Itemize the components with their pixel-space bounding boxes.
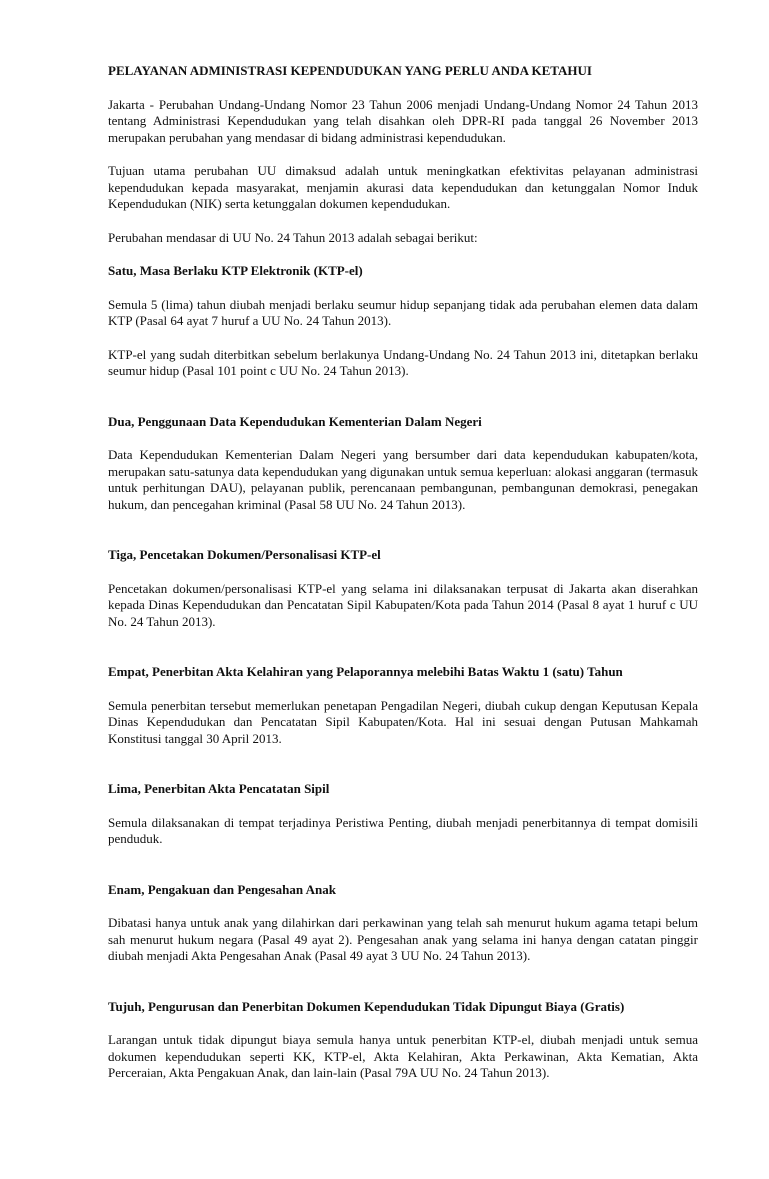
section-paragraph: Dibatasi hanya untuk anak yang dilahirkan dari perkawinan yang telah sah menurut hukum agama tetapi belum sah menurut hukum negara (Pasal 49 ayat 2). Pengesahan anak yang selama ini hanya dengan catatan pinggir diubah menjadi Akta Pengesahan Anak (Pasal 49 ayat 3 UU No. 24 Tahun 2013). <box>108 915 698 963</box>
intro-paragraph: Tujuan utama perubahan UU dimaksud adalah untuk meningkatkan efektivitas pelayanan administrasi kependudukan kepada masyarakat, menjamin akurasi data kependudukan dan ketunggalan Nomor Induk Kependudukan (NIK) serta ketunggalan dokumen kependudukan. <box>108 163 698 211</box>
section-paragraph: Larangan untuk tidak dipungut biaya semula hanya untuk penerbitan KTP-el, diubah menjadi untuk semua dokumen kependudukan seperti KK, KTP-el, Akta Kelahiran, Akta Perkawinan, Akta Kematian, Akta Perceraian, Akta Pengakuan Anak, dan lain-lain (Pasal 79A UU No. 24 Tahun 2013). <box>108 1032 698 1080</box>
document-page <box>108 63 698 1099</box>
intro-paragraph: Perubahan mendasar di UU No. 24 Tahun 2013 adalah sebagai berikut: <box>108 229 478 245</box>
section-paragraph: Data Kependudukan Kementerian Dalam Negeri yang bersumber dari data kependudukan kabupaten/kota, merupakan satu-satunya data kependudukan yang digunakan untuk semua keperluan: alokasi anggaran (termasuk untuk perhitungan DAU), pelayanan publik, perencanaan pembangunan, pembangunan demokrasi, penegakan hukum, dan pencegahan kriminal (Pasal 58 UU No. 24 Tahun 2013). <box>108 447 698 512</box>
section-paragraph: Pencetakan dokumen/personalisasi KTP-el yang selama ini dilaksanakan terpusat di Jakarta akan diserahkan kepada Dinas Kependudukan dan Pencatatan Sipil Kabupaten/Kota pada Tahun 2014 (Pasal 8 ayat 1 huruf c UU No. 24 Tahun 2013). <box>108 580 698 629</box>
section-heading-lima: Lima, Penerbitan Akta Pencatatan Sipil <box>108 781 330 796</box>
section-heading-tujuh: Tujuh, Pengurusan dan Penerbitan Dokumen Kependudukan Tidak Dipungut Biaya (Gratis) <box>108 998 625 1014</box>
section-paragraph: Semula 5 (lima) tahun diubah menjadi berlaku seumur hidup sepanjang tidak ada perubahan elemen data dalam KTP (Pasal 64 ayat 7 huruf a UU No. 24 Tahun 2013). <box>108 296 698 328</box>
document-title: PELAYANAN ADMINISTRASI KEPENDUDUKAN YANG PERLU ANDA KETAHUI <box>108 63 592 78</box>
section-heading-dua: Dua, Penggunaan Data Kependudukan Kementerian Dalam Negeri <box>108 413 482 429</box>
section-heading-tiga: Tiga, Pencetakan Dokumen/Personalisasi KTP-el <box>108 547 381 562</box>
section-paragraph: Semula dilaksanakan di tempat terjadinya Peristiwa Penting, diubah menjadi penerbitannya di tempat domisili penduduk. <box>108 814 698 846</box>
section-heading-enam: Enam, Pengakuan dan Pengesahan Anak <box>108 881 336 897</box>
section-heading-satu: Satu, Masa Berlaku KTP Elektronik (KTP-el) <box>108 263 363 278</box>
section-paragraph: Semula penerbitan tersebut memerlukan penetapan Pengadilan Negeri, diubah cukup dengan Keputusan Kepala Dinas Kependudukan dan Pencatatan Sipil Kabupaten/Kota. Hal ini sesuai dengan Putusan Mahkamah Konstitusi tanggal 30 April 2013. <box>108 697 698 746</box>
section-heading-empat: Empat, Penerbitan Akta Kelahiran yang Pelaporannya melebihi Batas Waktu 1 (satu) Tahun <box>108 664 623 679</box>
section-paragraph: KTP-el yang sudah diterbitkan sebelum berlakunya Undang-Undang No. 24 Tahun 2013 ini, ditetapkan berlaku seumur hidup (Pasal 101 point c UU No. 24 Tahun 2013). <box>108 346 698 378</box>
intro-paragraph: Jakarta - Perubahan Undang-Undang Nomor 23 Tahun 2006 menjadi Undang-Undang Nomor 24 Tahun 2013 tentang Administrasi Kependudukan yang telah disahkan oleh DPR-RI pada tanggal 26 November 2013 merupakan perubahan yang mendasar di bidang administrasi kependudukan. <box>108 96 698 145</box>
